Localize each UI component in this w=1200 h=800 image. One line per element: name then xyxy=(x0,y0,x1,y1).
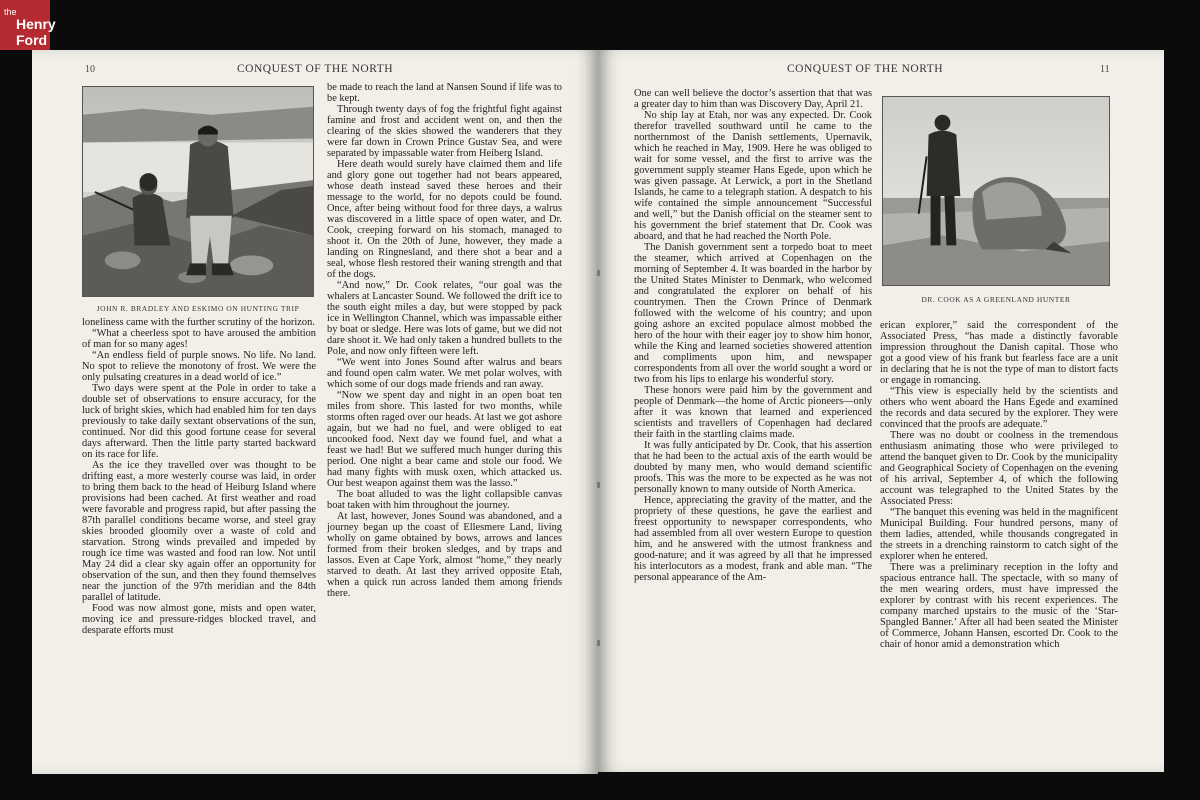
logo-line-3: Ford xyxy=(16,32,48,48)
paragraph: These honors were paid him by the government and people of Denmark—the home of Arctic pioneers—only after it was known that learned and experienced scientists and travellers of Copenhagen had declared their faith in the startling claims made. xyxy=(634,385,872,440)
logo-line-2: Henry xyxy=(16,16,56,32)
paragraph: “This view is especially held by the scientists and others who went aboard the Hans Egede and examined the records and data secured by the explorer. They were convinced that the proofs are adequate.” xyxy=(880,386,1118,430)
binding-staple xyxy=(597,270,600,276)
paragraph: Hence, appreciating the gravity of the matter, and the propriety of these questions, he gave the earliest and freest opportunity to newspaper correspondents, who had assembled from all over western Europe to question him, and he answered with the utmost frankness and good-nature; and it was agreed by all that he impressed his interlocutors as a modest, frank and able man. “The personal appearance of the Am- xyxy=(634,495,872,583)
logo-line-1: the xyxy=(4,7,17,17)
paragraph: “What a cheerless spot to have aroused the ambition of man for so many ages! xyxy=(82,328,316,350)
left-page xyxy=(32,50,598,774)
right-photo-caption: DR. COOK AS A GREENLAND HUNTER xyxy=(921,295,1071,304)
paragraph: “And now,” Dr. Cook relates, “our goal was the whalers at Lancaster Sound. We followed the drift ice to the south eight miles a day, but were stopped by pack ice in Wellington Channel, which was impassable either by boat or sledge. Here was lots of game, but we did not dare shoot it. We had only taken a hundred bullets to the Pole, and now only fifteen were left. xyxy=(327,280,562,357)
right-column-1 xyxy=(634,88,872,770)
left-running-head: CONQUEST OF THE NORTH xyxy=(237,63,394,75)
right-running-head: CONQUEST OF THE NORTH xyxy=(787,63,944,75)
paragraph: “An endless field of purple snows. No life. No land. No spot to relieve the monotony of frost. We were the only pulsating creatures in a dead world of ice.” xyxy=(82,350,316,383)
binding-staple xyxy=(597,640,600,646)
right-page-number: 11 xyxy=(1100,64,1110,75)
left-photo-caption: JOHN R. BRADLEY AND ESKIMO ON HUNTING TRIP xyxy=(96,304,300,313)
paragraph: “We went into Jones Sound after walrus and bears and found open calm water. We met polar wolves, with which some of our dogs made friends and ran away. xyxy=(327,357,562,390)
paragraph: There was a preliminary reception in the lofty and spacious entrance hall. The spectacle, with so many of the men wearing orders, must have impressed the explorer by contrast with his recent experiences. The company marched upstairs to the music of the ‘Star-Spangled Banner.’ After all had been seated the Minister of Commerce, Johann Hansen, escorted Dr. Cook to the chair of honor amid a demonstration which xyxy=(880,562,1118,650)
right-page xyxy=(598,50,1164,772)
paragraph: Food was now almost gone, mists and open water, moving ice and pressure-ridges blocked travel, and desparate efforts must xyxy=(82,603,316,636)
paragraph: erican explorer,” said the correspondent of the Associated Press, “has made a distinctly favorable impression throughout the Danish capital. Those who got a good view of his frank but fearless face are a unit in declaring that he is not the type of man to distort facts or engage in romancing. xyxy=(880,320,1118,386)
paragraph: “The banquet this evening was held in the magnificent Municipal Building. Four hundred persons, many of them ladies, attended, while thousands congregated in the streets in a drenching rainstorm to catch sight of the explorer when he entered. xyxy=(880,507,1118,562)
paragraph: “Now we spent day and night in an open boat ten miles from shore. This lasted for two months, while storms often raged over our heads. At last we got ashore again, but we had no fuel, and were obliged to eat uncooked food. Next day we found fuel, and what a feast we had! But we suffered much hunger during this period. One night a bear came and stole our food. We had many fights with musk oxen, which attacked us. Our best weapon against them was the lasso.” xyxy=(327,390,562,489)
paragraph: The Danish government sent a torpedo boat to meet the steamer, which arrived at Copenhagen on the morning of September 4. It was boarded in the harbor by the United States Minister to Denmark, who welcomed and congratulated the explorer on behalf of his countrymen. Then the Crown Prince of Denmark followed with the welcome of his country; and upon going ashore an excited populace almost mobbed the hero of the hour with their eager joy to show him honor, while the King and learned societies showered attention and compliments upon him, and newspaper correspondents from all over the world sought a word or two from his lips to enlarge his wonderful story. xyxy=(634,242,872,385)
paragraph: Here death would surely have claimed them and life and glory gone out together had not bears appeared, whose death instead saved these heroes and their message to the world, for no depots could be found. Once, after being without food for three days, a walrus was discovered in a little space of open water, and Dr. Cook, creeping forward on his stomach, managed to shoot it. On the 20th of June, however, they made a landing on Ringnesland, and there shot a bear and a seal, whose flesh restored their waning strength and that of the dogs. xyxy=(327,159,562,280)
paragraph: Through twenty days of fog the frightful fight against famine and frost and accident went on, and then the clearing of the skies showed the wanderers that they were far down in Crown Prince Gustav Sea, and were separated by impassable water from Heiberg Island. xyxy=(327,104,562,159)
paragraph: One can well believe the doctor’s assertion that that was a greater day to him than was Discovery Day, April 21. xyxy=(634,88,872,110)
left-column-2 xyxy=(327,82,562,770)
paragraph: loneliness came with the further scrutiny of the horizon. xyxy=(82,317,315,328)
paragraph: be made to reach the land at Nansen Sound if life was to be kept. xyxy=(327,82,562,104)
right-column-2 xyxy=(880,320,1118,770)
paragraph: No ship lay at Etah, nor was any expected. Dr. Cook therefor travelled southward until he came to the northernmost of the Danish settlements, Upernavik, which he reached in May, 1909. Here he was obliged to wait for some vessel, and the first to arrive was the government supply steamer Hans Egede, upon which he was given passage. At Lerwick, a port in the Shetland Islands, he came to a telegraph station. A despatch to his wife contained the simple announcement “Successful and well,” but the Danish official on the steamer sent to his government the brief statement that Dr. Cook was aboard, and that he had reached the North Pole. xyxy=(634,110,872,242)
paragraph: As the ice they travelled over was thought to be drifting east, a more westerly course was laid, in order to bring them back to the head of Heiburg Island where provisions had been cached. At first weather and road were favorable and progress rapid, but after passing the 87th parallel conditions became worse, and steel gray skies brooded gloomily over a waste of cold and starvation. Strong winds prevailed and impeded by rough ice time was wasted and food ran low. Not until May 24 did a clear sky again offer an opportunity for observation of the sun, and then they found themselves near the junction of the 97th meridian and the 84th parallel of latitude. xyxy=(82,460,316,603)
dr-cook-hunter-photo xyxy=(882,96,1110,286)
henry-ford-logo xyxy=(0,0,56,50)
paragraph: The boat alluded to was the light collapsible canvas boat taken with him throughout the journey. xyxy=(327,489,562,511)
paragraph: It was fully anticipated by Dr. Cook, that his assertion that he had been to the actual axis of the earth would be doubted by many men, who would demand scientific proofs. This was the more to be expected as he was not personally known to many outside of North America. xyxy=(634,440,872,495)
bradley-eskimo-photo xyxy=(82,86,314,297)
paragraph: Two days were spent at the Pole in order to take a double set of observations to ensure accuracy, for the luck of bright skies, which had enabled him for ten days previously to take daily sextant observations of the sun, continued. Nor did this good fortune cease for several days afterward. Then the little party started backward on its race for life. xyxy=(82,383,316,460)
left-page-number: 10 xyxy=(85,64,95,75)
left-column-1 xyxy=(82,317,316,769)
binding-staple xyxy=(597,482,600,488)
paragraph: At last, however, Jones Sound was abandoned, and a journey began up the coast of Ellesmere Land, living wholly on game obtained by bows, arrows and lances formed from their broken sledges, and by traps and lassos. Even at Cape York, almost “home,” they nearly starved to death. At last they arrived opposite Etah, when a quick run across landed them among friends there. xyxy=(327,511,562,599)
paragraph: There was no doubt or coolness in the tremendous enthusiasm animating those who were privileged to attend the banquet given to Dr. Cook by the municipality and Geographical Society of Copenhagen on the evening of his arrival, September 4, of which the following account was telegraphed to the United States by the Associated Press: xyxy=(880,430,1118,507)
